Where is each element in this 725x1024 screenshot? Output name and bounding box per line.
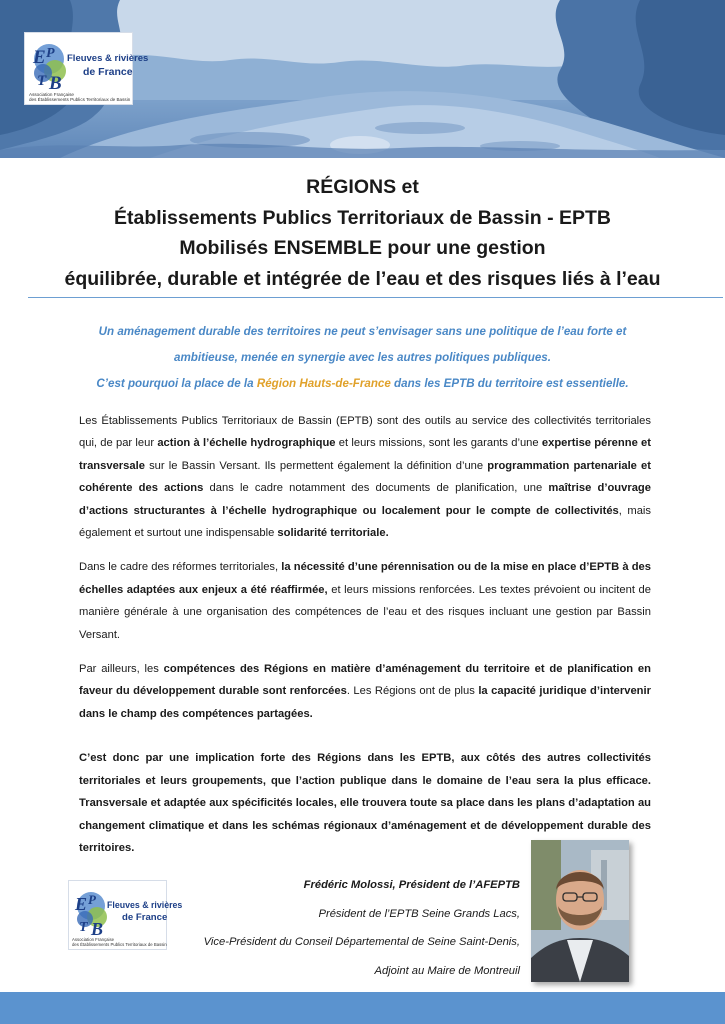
p2-text-1: Dans le cadre des réformes territoriales, xyxy=(79,561,282,574)
title-divider xyxy=(28,297,723,298)
logo-subtitle-1: Association Française xyxy=(72,937,115,942)
logo-line-1: Fleuves & rivières xyxy=(67,53,149,64)
portrait-illustration xyxy=(531,840,629,982)
signatory-name: Frédéric Molossi, Président de l’AFEPTB xyxy=(303,879,520,891)
logo-line-2: de France xyxy=(122,912,168,923)
paragraph-eptb-definition xyxy=(79,410,651,544)
signatory-role-2: Vice-Président du Conseil Départemental de Seine Saint-Denis, xyxy=(203,936,520,948)
svg-text:E: E xyxy=(33,47,46,68)
p2-text-2: et leurs missions renforcées. Les textes prévoient ou incitent de manière générale à une organisation des compétences de l’eau et des risques incluant une gestion par Bassin Versant. xyxy=(79,583,651,641)
intro-line-3 xyxy=(30,371,695,397)
svg-text:T: T xyxy=(37,73,47,89)
footer-bar xyxy=(0,992,725,1024)
p1-text-4: dans le cadre notamment des documents de planification, une xyxy=(203,482,549,495)
intro-line-3-end: dans les EPTB du territoire est essentielle. xyxy=(390,377,629,390)
logo-line-2: de France xyxy=(83,66,133,78)
logo-subtitle-1: Association Française xyxy=(29,92,74,97)
title-line-3: Mobilisés ENSEMBLE pour une gestion xyxy=(179,237,546,259)
svg-text:B: B xyxy=(91,919,104,939)
p3-bold-1: compétences des Régions en matière d’aménagement du territoire et de planification en faveur du développement durable sont renforcées xyxy=(79,663,651,698)
p1-text-5: , mais également et surtout une indispensable xyxy=(79,504,651,540)
p2-bold-1: la nécessité d’une pérennisation ou de la mise en place d’EPTB à des échelles adaptées aux enjeux a été réaffirmée, xyxy=(79,561,651,596)
p1-text-1: Les Établissements Publics Territoriaux de Bassin (EPTB) sont des outils au service des collectivités territoriales qui, de par leur xyxy=(79,415,651,450)
header-banner-photo xyxy=(0,0,725,158)
eptb-logo-footer xyxy=(68,880,183,950)
title-line-2: Établissements Publics Territoriaux de Bassin - EPTB xyxy=(113,206,612,229)
p1-bold-5: solidarité territoriale. xyxy=(277,527,389,540)
document-title xyxy=(0,172,725,294)
p3-text-2: . Les Régions ont de plus xyxy=(346,685,479,698)
paragraph-reforms xyxy=(79,556,651,646)
p1-bold-2: expertise pérenne et transversale xyxy=(79,437,651,472)
body-text xyxy=(79,410,651,871)
logo-subtitle-2: des Établissements Publics Territoriaux de Bassin xyxy=(72,942,167,947)
intro-line-1: Un aménagement durable des territoires ne peut s’envisager sans une politique de l’eau forte et xyxy=(98,325,627,338)
title-line-1: RÉGIONS et xyxy=(306,176,419,198)
svg-text:P: P xyxy=(88,892,96,907)
signature-block xyxy=(204,871,520,985)
title-line-4: équilibrée, durable et intégrée de l’eau et des risques liés à l’eau xyxy=(64,267,661,290)
p3-bold-2: la capacité juridique d’intervenir dans le champ des compétences partagées. xyxy=(79,685,651,720)
p1-text-3: sur le Bassin Versant. Ils permettent également la définition d’une xyxy=(144,459,488,472)
logo-line-1: Fleuves & rivières xyxy=(107,900,183,910)
paragraph-conclusion: C’est donc par une implication forte des Régions dans les EPTB, aux côtés des autres collectivités territoriales et leurs groupements, que l’action publique dans le domaine de l’eau sera la plus efficace. Transversale et adaptée aux spécificités locales, elle trouvera toute sa place dans les plans d’adaptation au changement climatique et dans les schémas régionaux d’aménagement et de développement durable des territoires. xyxy=(79,752,651,854)
p1-bold-1: action à l’échelle hydrographique xyxy=(157,437,336,450)
signatory-role-3: Adjoint au Maire de Montreuil xyxy=(374,964,520,977)
p1-bold-3: programmation partenariale et cohérente des actions xyxy=(79,459,651,495)
logo-subtitle-2: des Établissements Publics Territoriaux de Bassin xyxy=(29,97,131,102)
intro-line-3-start: C’est pourquoi la place de la xyxy=(96,377,257,390)
p1-bold-4: maîtrise d’ouvrage d’actions structurantes à l’échelle hydrographique ou localement pour le compte de collectivités xyxy=(79,482,651,517)
signatory-role-1: Président de l’EPTB Seine Grands Lacs, xyxy=(318,907,520,920)
intro-line-2: ambitieuse, menée en synergie avec les autres politiques publiques. xyxy=(174,351,551,364)
svg-text:E: E xyxy=(75,894,88,914)
svg-text:T: T xyxy=(79,920,88,935)
svg-text:P: P xyxy=(46,46,55,61)
eptb-logo xyxy=(24,32,149,105)
intro-statement xyxy=(30,319,695,397)
p3-text-1: Par ailleurs, les xyxy=(79,663,164,676)
paragraph-regions-competences xyxy=(79,658,651,725)
region-highlight: Région Hauts-de-France xyxy=(256,377,391,390)
p1-text-2: et leurs missions, sont les garants d’une xyxy=(335,437,542,450)
svg-text:B: B xyxy=(49,73,62,94)
signatory-portrait xyxy=(531,840,629,982)
